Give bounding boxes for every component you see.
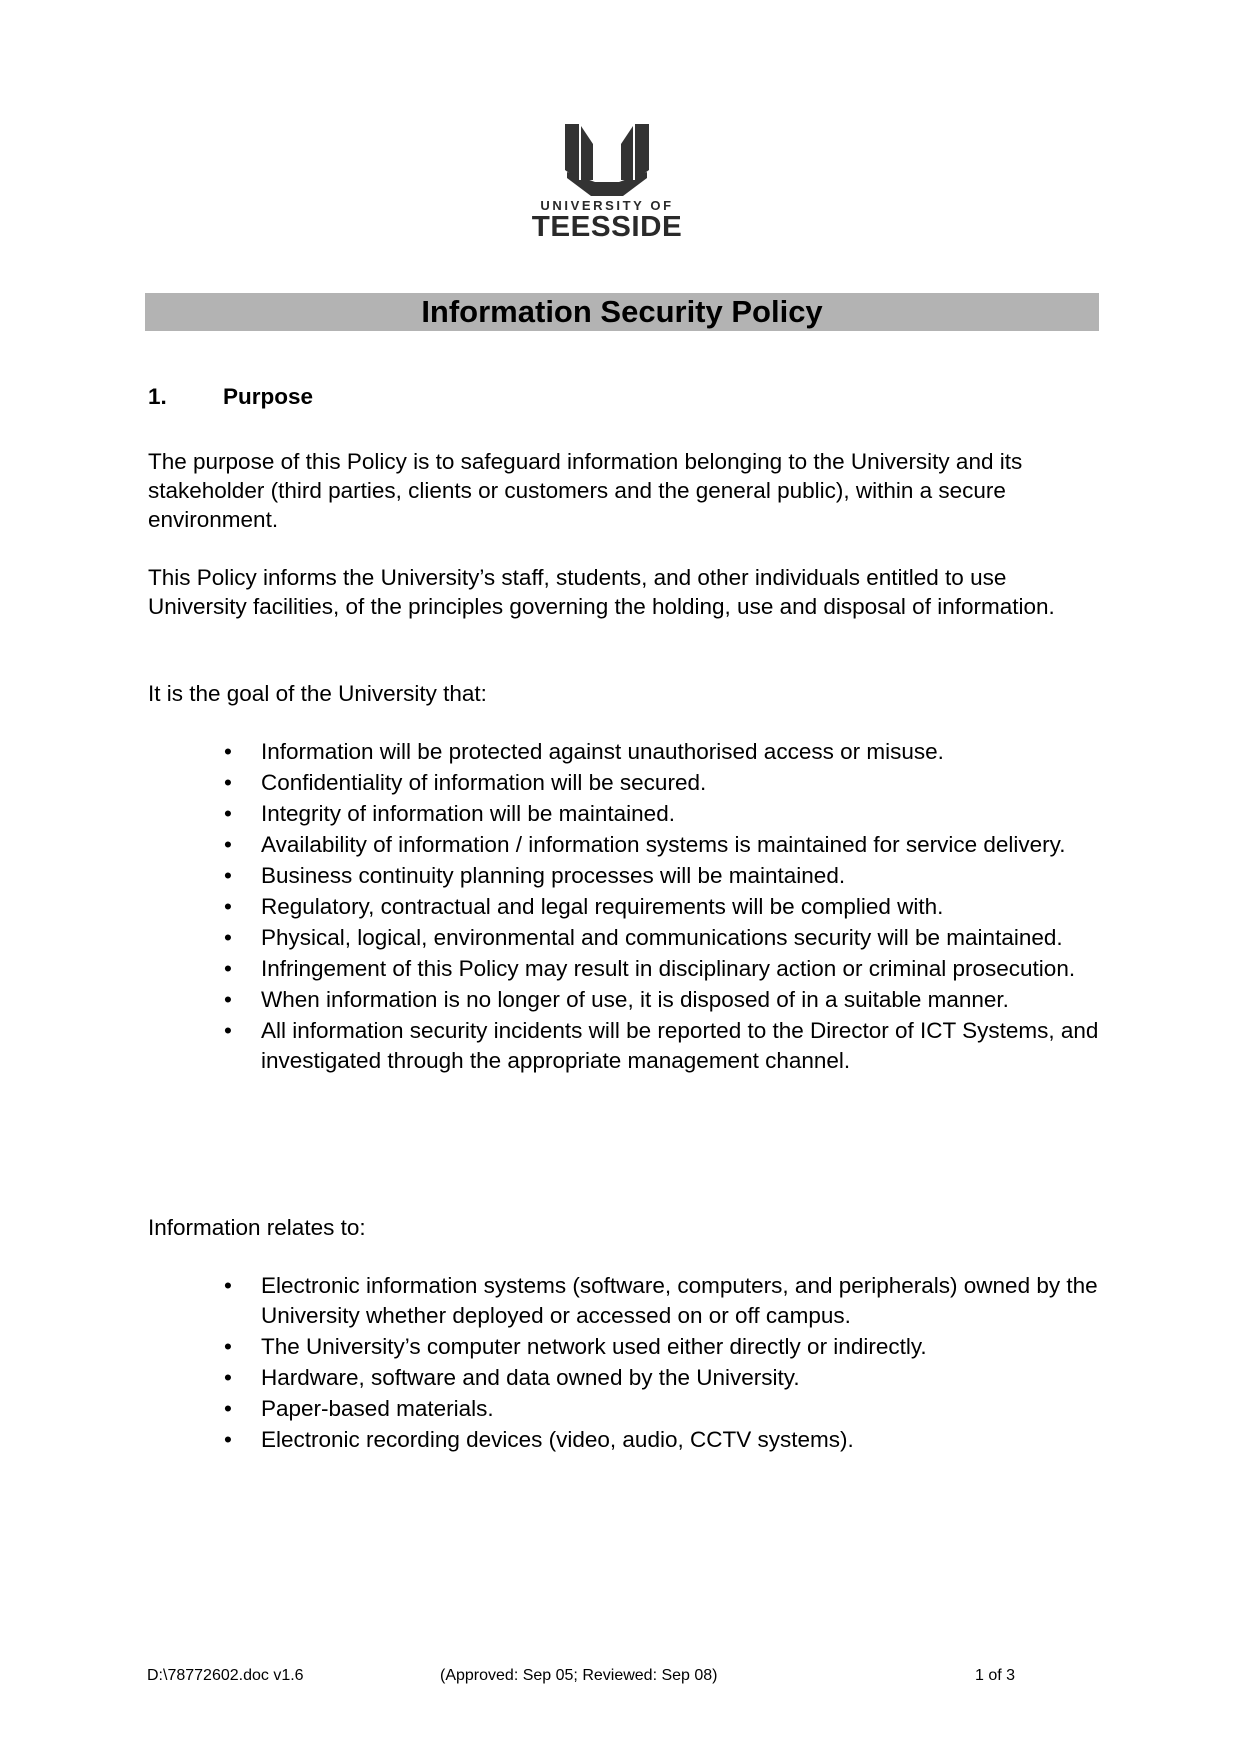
list-item: • Hardware, software and data owned by the University.	[148, 1363, 1103, 1393]
list-item: • Integrity of information will be maintained.	[148, 799, 1103, 829]
list-item: • All information security incidents will be reported to the Director of ICT Systems, and investigated through the appropriate management channel.	[148, 1016, 1103, 1075]
footer-page-number: 1 of 3	[975, 1667, 1016, 1684]
list-item: • Confidentiality of information will be secured.	[148, 768, 1103, 798]
paragraph-relates-intro: Information relates to:	[148, 1215, 366, 1240]
list-item: • The University’s computer network used either directly or indirectly.	[148, 1332, 1103, 1362]
list-item: • Information will be protected against unauthorised access or misuse.	[148, 737, 1103, 767]
paragraph-goal-intro: It is the goal of the University that:	[148, 681, 487, 706]
list-item: • Infringement of this Policy may result in disciplinary action or criminal prosecution.	[148, 954, 1103, 984]
paragraph-purpose: The purpose of this Policy is to safeguard information belonging to the University and its stakeholder (third parties, clients or customers and the general public), within a secure environment.	[148, 449, 1023, 532]
university-logo	[527, 120, 687, 245]
list-item: • Regulatory, contractual and legal requirements will be complied with.	[148, 892, 1103, 922]
footer-filename: D:\78772602.doc v1.6	[147, 1667, 304, 1684]
paragraph-informs: This Policy informs the University’s staff, students, and other individuals entitled to use University facilities, of the principles governing the holding, use and disposal of information.	[148, 565, 1055, 619]
list-item: • Business continuity planning processes will be maintained.	[148, 861, 1103, 891]
list-item: • Paper-based materials.	[148, 1394, 1103, 1424]
list-item: • Availability of information / information systems is maintained for service delivery.	[148, 830, 1103, 860]
list-item: • Electronic information systems (software, computers, and peripherals) owned by the University whether deployed or accessed on or off campus.	[148, 1271, 1103, 1330]
goals-list	[148, 737, 1103, 1077]
document-title: Information Security Policy	[145, 293, 1099, 331]
section-title: Purpose	[223, 384, 314, 409]
section-number: 1.	[148, 384, 167, 409]
list-item: • Physical, logical, environmental and communications security will be maintained.	[148, 923, 1103, 953]
logo-university-of: UNIVERSITY OF	[540, 198, 674, 213]
list-item: • When information is no longer of use, it is disposed of in a suitable manner.	[148, 985, 1103, 1015]
university-logo-mark	[563, 120, 651, 196]
footer-approval: (Approved: Sep 05; Reviewed: Sep 08)	[440, 1667, 718, 1684]
logo-teesside: TEESSIDE	[531, 211, 683, 243]
relates-list	[148, 1271, 1103, 1456]
section-heading	[148, 384, 313, 410]
list-item: • Electronic recording devices (video, audio, CCTV systems).	[148, 1425, 1103, 1455]
